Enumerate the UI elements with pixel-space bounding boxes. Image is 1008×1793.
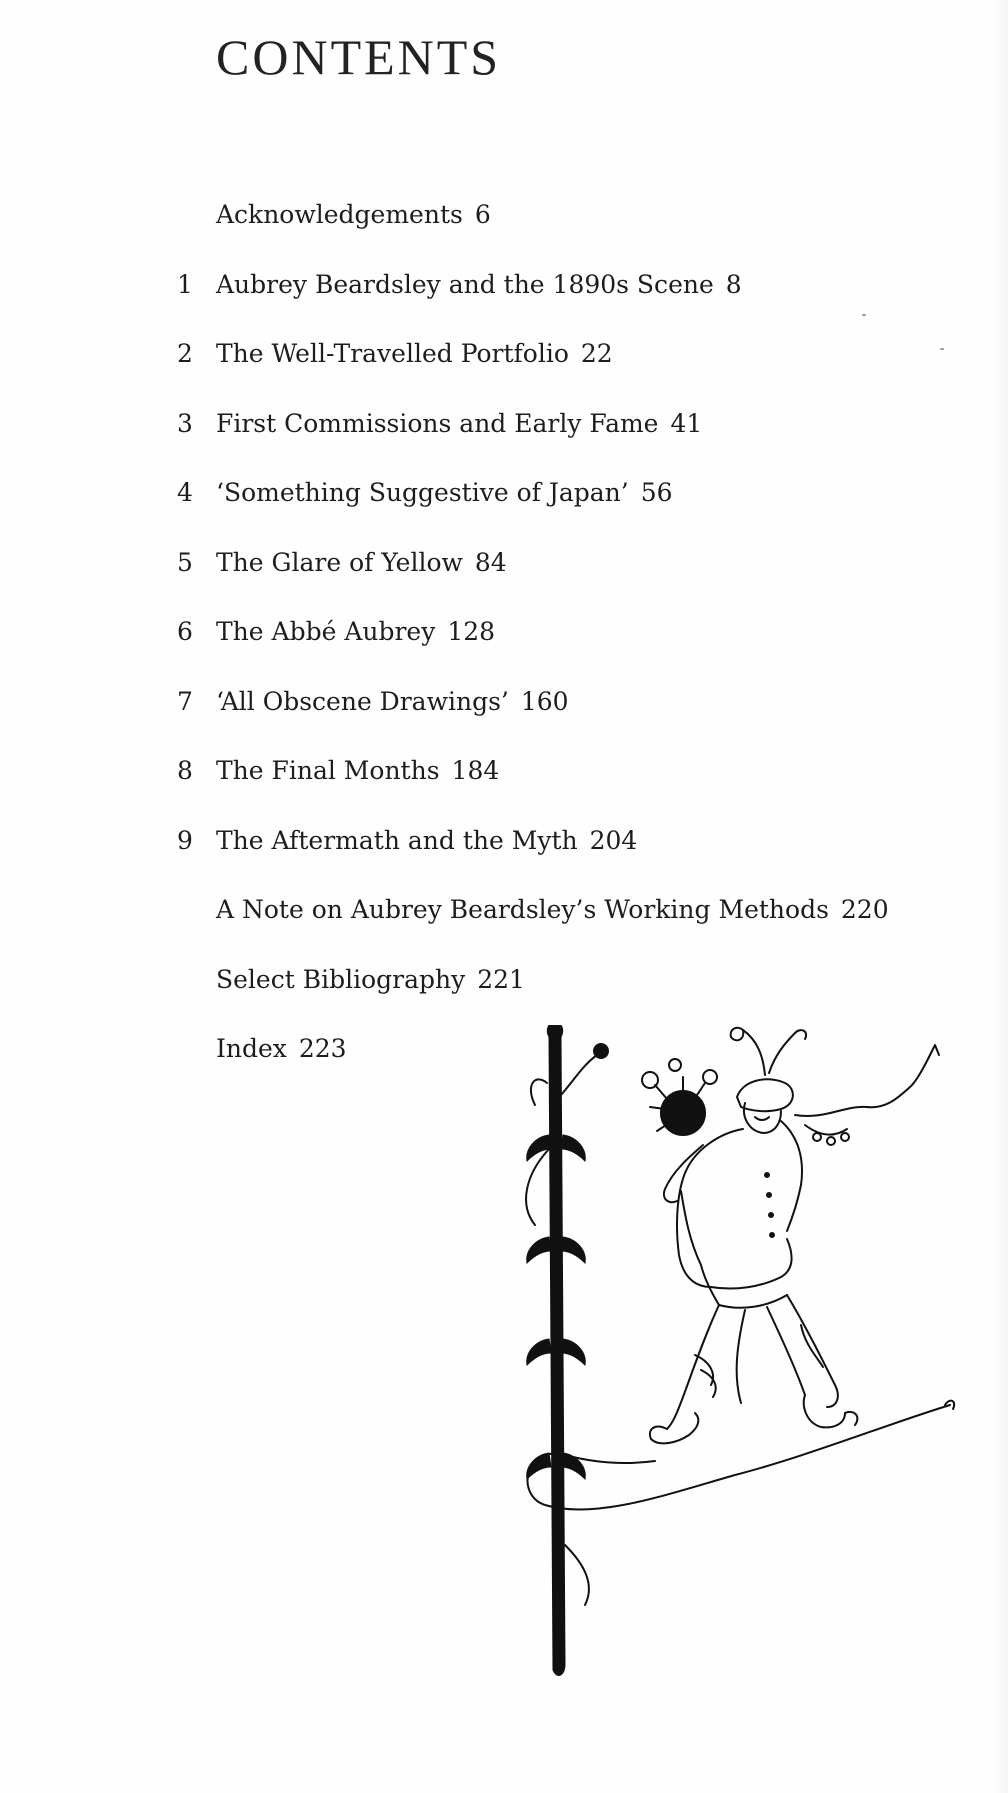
entry-page-number: 204 [589, 825, 638, 855]
entry-title: Aubrey Beardsley and the 1890s Scene [216, 269, 714, 299]
entry-title: The Aftermath and the Myth [216, 825, 578, 855]
toc-entry[interactable] [0, 270, 1008, 340]
entry-title: ‘Something Suggestive of Japan’ [216, 478, 629, 507]
entry-page-number: 56 [640, 478, 673, 507]
entry-title: First Commissions and Early Fame [216, 408, 659, 438]
toc-entry[interactable] [0, 687, 1008, 757]
chapter-number: 8 [177, 756, 193, 785]
toc-entry[interactable] [0, 895, 1008, 965]
chapter-number: 1 [177, 269, 193, 299]
chapter-number: 3 [177, 408, 193, 438]
chapter-number: 9 [177, 825, 193, 855]
chapter-number: 6 [177, 617, 193, 646]
entry-page-number: 41 [670, 408, 703, 438]
chapter-number: 4 [177, 478, 193, 507]
entry-page-number: 6 [474, 200, 491, 229]
chapter-number: 2 [177, 339, 193, 368]
entry-title: Select Bibliography [216, 964, 466, 994]
figure-illustration [505, 1025, 960, 1680]
entry-page-number: 184 [451, 756, 500, 785]
toc-entry[interactable] [0, 409, 1008, 479]
toc-entry[interactable] [0, 339, 1008, 409]
entry-page-number: 160 [520, 686, 569, 716]
toc-entry[interactable] [0, 826, 1008, 896]
paper-speck [862, 314, 866, 316]
entry-title: The Glare of Yellow [216, 547, 463, 577]
chapter-number: 7 [177, 686, 193, 716]
page-title: CONTENTS [216, 29, 502, 85]
chapter-number: 5 [177, 547, 193, 577]
entry-page-number: 8 [725, 269, 742, 299]
toc-entry[interactable] [0, 756, 1008, 826]
table-of-contents [0, 200, 1008, 1104]
entry-title: Index [216, 1034, 287, 1063]
toc-entry[interactable] [0, 478, 1008, 548]
entry-page-number: 221 [477, 964, 525, 994]
entry-page-number: 84 [474, 547, 507, 577]
entry-page-number: 220 [840, 895, 889, 924]
entry-page-number: 22 [580, 339, 613, 368]
paper-speck [940, 348, 944, 350]
entry-page-number: 223 [298, 1034, 347, 1063]
entry-title: The Well-Travelled Portfolio [216, 339, 569, 368]
toc-entry[interactable] [0, 965, 1008, 1035]
entry-title: The Abbé Aubrey [216, 617, 436, 646]
entry-title: A Note on Aubrey Beardsley’s Working Methods [216, 895, 829, 924]
entry-page-number: 128 [447, 617, 496, 646]
toc-entry[interactable] [0, 200, 1008, 270]
toc-entry[interactable] [0, 617, 1008, 687]
toc-entry[interactable] [0, 548, 1008, 618]
entry-title: The Final Months [216, 756, 440, 785]
entry-title: Acknowledgements [216, 200, 463, 229]
entry-title: ‘All Obscene Drawings’ [216, 686, 509, 716]
